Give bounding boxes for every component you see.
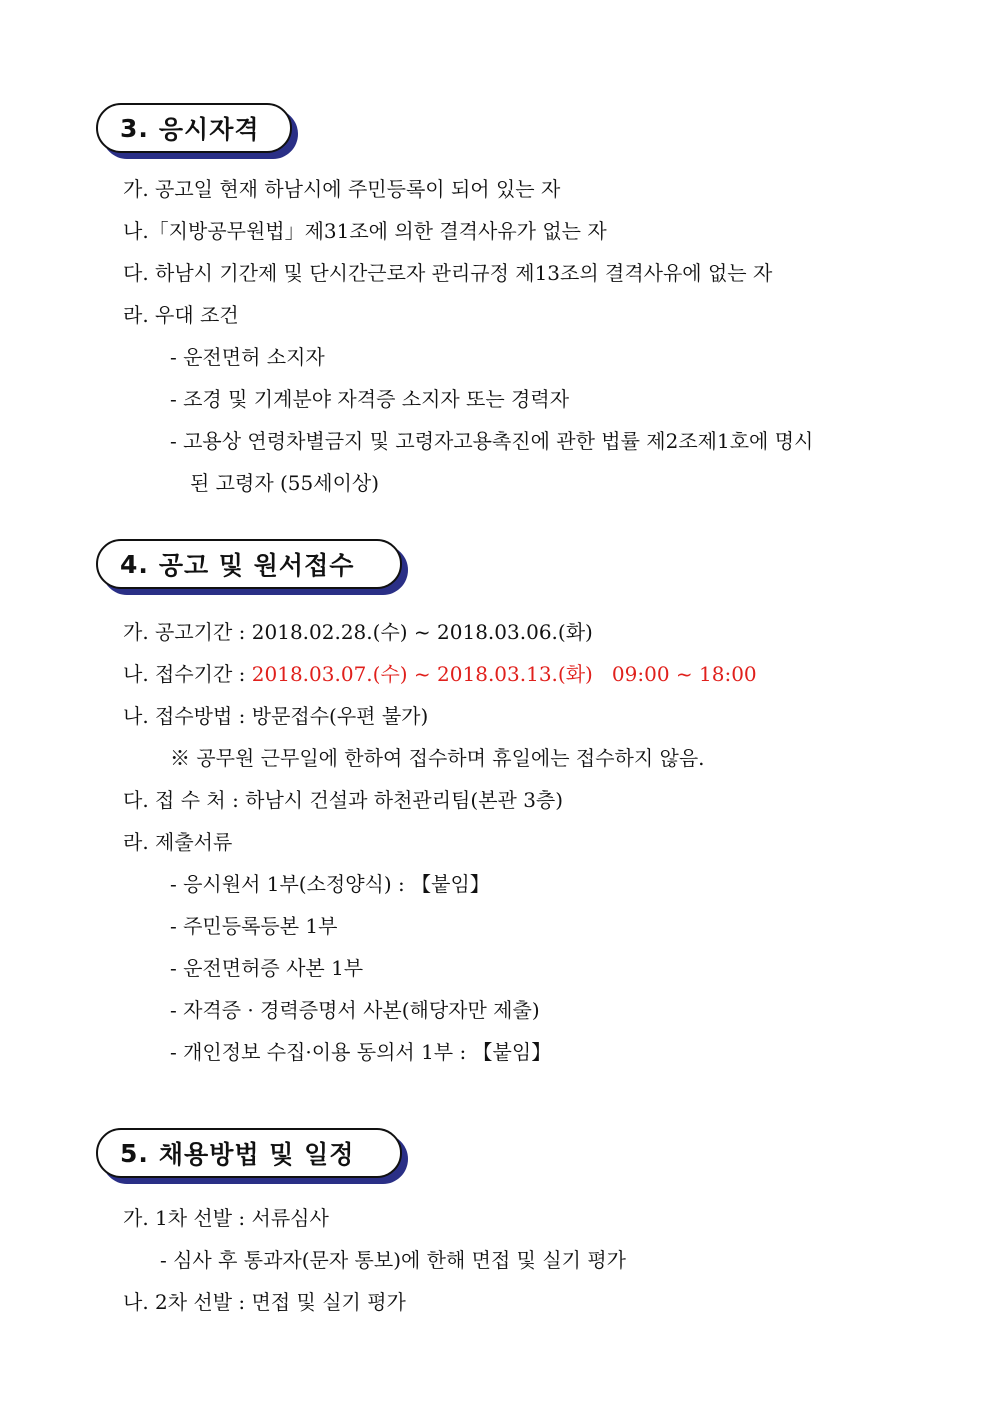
preference-3: - 고용상 연령차별금지 및 고령자고용촉진에 관한 법률 제2조제1호에 명시 — [170, 429, 814, 453]
first-stage: 가. 1차 선발 : 서류심사 — [123, 1206, 329, 1230]
section-3-item-3: 다. 하남시 기간제 및 단시간근로자 관리규정 제13조의 결격사유에 없는 자 — [123, 261, 773, 285]
notice-period: 가. 공고기간 : 2018.02.28.(수) ~ 2018.03.06.(화) — [123, 620, 593, 644]
section-5-number: 5. — [120, 1138, 149, 1168]
header-pill — [96, 1128, 402, 1178]
document-item-4: - 자격증 · 경력증명서 사본(해당자만 제출) — [170, 998, 540, 1022]
section-4-number: 4. — [120, 549, 149, 579]
section-5-title: 채용방법 및 일정 — [158, 1140, 355, 1169]
receipt-method: 나. 접수방법 : 방문접수(우편 불가) — [123, 704, 429, 728]
preference-3-continued: 된 고령자 (55세이상) — [190, 471, 380, 495]
document-item-5: - 개인정보 수집·이용 동의서 1부 : 【붙임】 — [170, 1040, 552, 1064]
section-3-header — [96, 103, 292, 153]
first-stage-note: - 심사 후 통과자(문자 통보)에 한해 면접 및 실기 평가 — [160, 1248, 626, 1272]
preference-1: - 운전면허 소지자 — [170, 345, 325, 369]
section-3-title: 응시자격 — [158, 115, 260, 144]
preference-2: - 조경 및 기계분야 자격증 소지자 또는 경력자 — [170, 387, 570, 411]
receipt-place: 다. 접 수 처 : 하남시 건설과 하천관리팀(본관 3층) — [123, 788, 564, 812]
section-3-item-2: 나.「지방공무원법」제31조에 의한 결격사유가 없는 자 — [123, 219, 607, 243]
section-3-item-1: 가. 공고일 현재 하남시에 주민등록이 되어 있는 자 — [123, 177, 561, 201]
section-3-number: 3. — [120, 113, 149, 143]
receipt-period-value: 2018.03.07.(수) ~ 2018.03.13.(화) 09:00 ~ 18:00 — [251, 662, 757, 686]
section-3-item-4: 라. 우대 조건 — [123, 303, 239, 327]
receipt-period-label: 나. 접수기간 : — [123, 662, 252, 686]
section-4-title: 공고 및 원서접수 — [158, 551, 355, 580]
document-item-3: - 운전면허증 사본 1부 — [170, 956, 364, 980]
section-5-header — [96, 1128, 402, 1178]
documents-label: 라. 제출서류 — [123, 830, 233, 854]
header-pill — [96, 103, 292, 153]
document-item-2: - 주민등록등본 1부 — [170, 914, 338, 938]
second-stage: 나. 2차 선발 : 면접 및 실기 평가 — [123, 1290, 406, 1314]
receipt-note: ※ 공무원 근무일에 한하여 접수하며 휴일에는 접수하지 않음. — [170, 746, 705, 770]
header-pill — [96, 539, 402, 589]
section-4-header — [96, 539, 402, 589]
document-item-1: - 응시원서 1부(소정양식) : 【붙임】 — [170, 872, 490, 896]
receipt-period-line — [123, 662, 757, 686]
